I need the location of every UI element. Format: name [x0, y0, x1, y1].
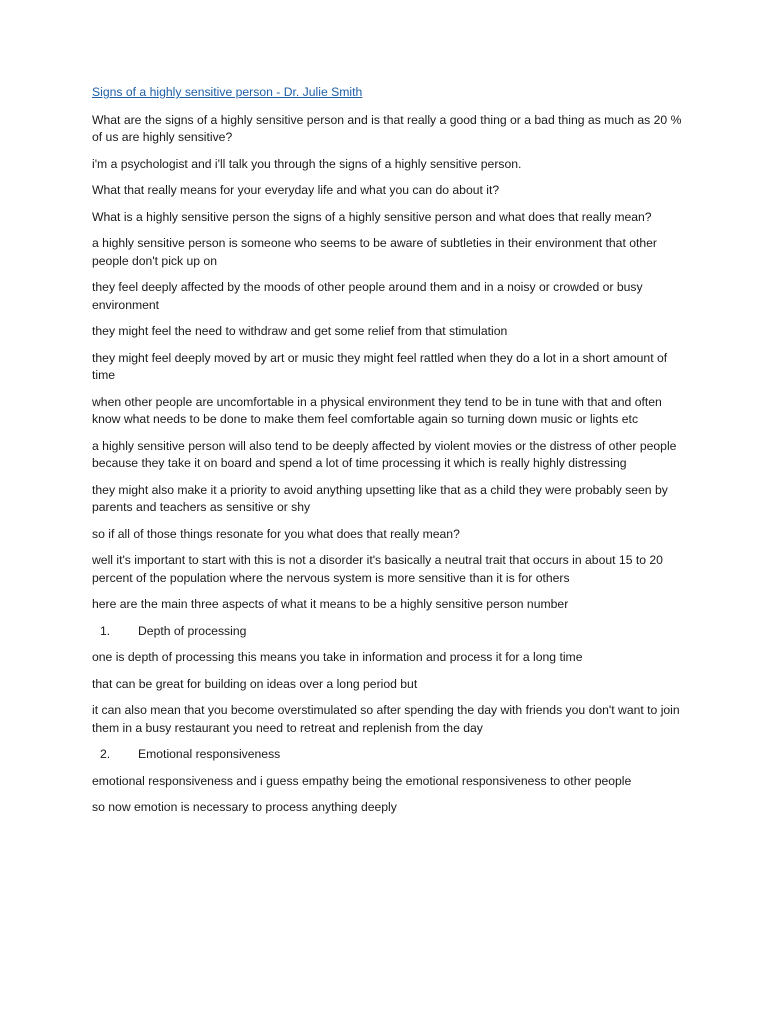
paragraph: they feel deeply affected by the moods of other people around them and in a noisy or crowded or busy environment	[92, 280, 643, 312]
paragraph: they might also make it a priority to avoid anything upsetting like that as a child they were probably seen by parents and teachers as sensitive or shy	[92, 482, 668, 514]
paragraph: when other people are uncomfortable in a physical environment they tend to be in tune with that and often know what needs to be done to make them feel comfortable again so turning down music or lights etc	[92, 394, 662, 426]
document-title-link[interactable]: Signs of a highly sensitive person - Dr. Julie Smith	[92, 85, 363, 99]
list-item-text: Emotional responsiveness	[138, 747, 281, 761]
numbered-list-item	[92, 623, 682, 641]
paragraph: one is depth of processing this means you take in information and process it for a long time	[92, 650, 583, 664]
paragraph: they might feel deeply moved by art or music they might feel rattled when they do a lot in a short amount of time	[92, 350, 668, 382]
list-number: 2.	[100, 747, 111, 761]
paragraph: What that really means for your everyday life and what you can do about it?	[92, 183, 500, 197]
paragraph: they might feel the need to withdraw and get some relief from that stimulation	[92, 324, 508, 338]
paragraph: so if all of those things resonate for you what does that really mean?	[92, 526, 460, 541]
paragraph: well it's important to start with this is not a disorder it's basically a neutral trait that occurs in about 15 to 20 percent of the population where the nervous system is more sensitive than it is for others	[92, 553, 663, 585]
paragraph: here are the main three aspects of what it means to be a highly sensitive person number	[92, 597, 569, 611]
paragraph: it can also mean that you become overstimulated so after spending the day with friends you don't want to join them in a busy restaurant you need to retreat and replenish from the day	[92, 703, 680, 735]
document-page	[92, 84, 682, 826]
paragraph: that can be great for building on ideas over a long period but	[92, 676, 418, 691]
paragraph: i'm a psychologist and i'll talk you through the signs of a highly sensitive person.	[92, 156, 522, 171]
paragraph: so now emotion is necessary to process anything deeply	[92, 800, 397, 814]
paragraph: What are the signs of a highly sensitive person and is that really a good thing or a bad thing as much as 20 % of us are highly sensitive?	[92, 112, 682, 144]
list-number: 1.	[100, 623, 111, 638]
paragraph: a highly sensitive person is someone who seems to be aware of subtleties in their environment that other people don't pick up on	[92, 236, 657, 268]
numbered-list-item	[92, 746, 682, 764]
paragraph: a highly sensitive person will also tend to be deeply affected by violent movies or the distress of other people because they take it on board and spend a lot of time processing it which is really highly distressing	[92, 438, 677, 470]
list-item-text: Depth of processing	[138, 623, 247, 638]
paragraph: emotional responsiveness and i guess empathy being the emotional responsiveness to other people	[92, 773, 632, 788]
paragraph: What is a highly sensitive person the signs of a highly sensitive person and what does that really mean?	[92, 209, 652, 224]
